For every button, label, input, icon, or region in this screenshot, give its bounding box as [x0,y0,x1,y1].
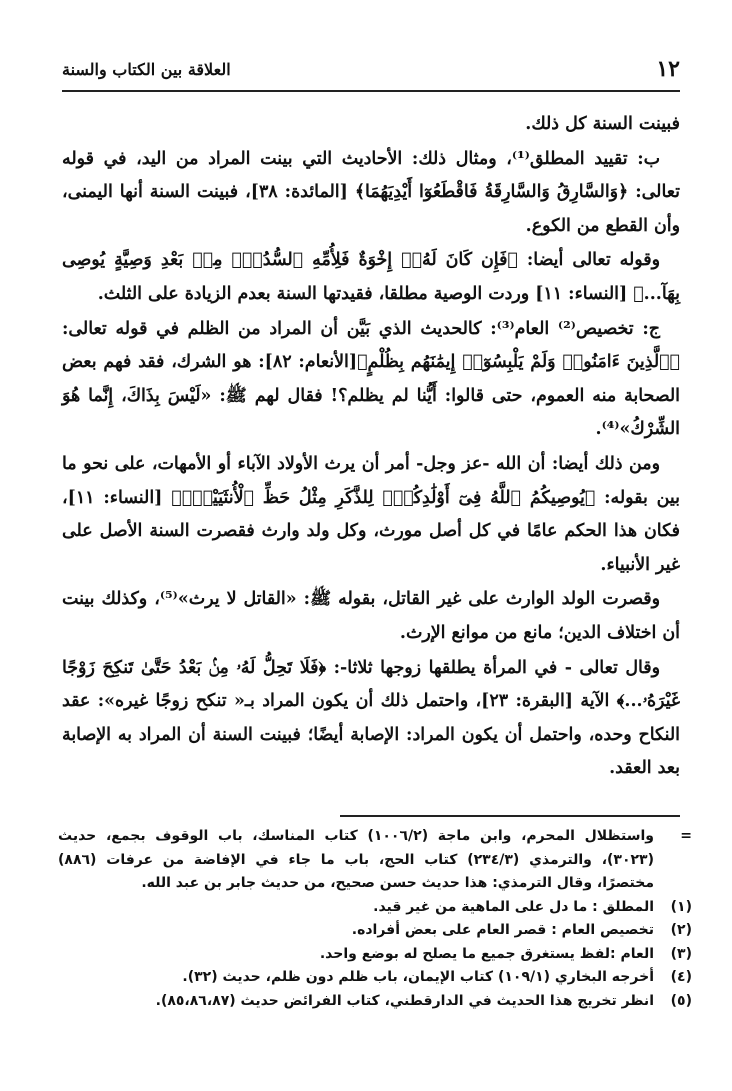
footnote [58,825,692,896]
paragraph: ومن ذلك أيضا: أن الله -عز وجل- أمر أن يرث الأولاد الآباء أو الأمهات، على نحو ما بين بقوله: ﴿يُوصِيكُمُ ٱللَّهُ فِىٓ أَوْلَٰدِكُمْۖ لِلذَّكَرِ مِثْلُ حَظِّ ٱلْأُنثَيَيْنِۚ﴾ [النساء: ١١]، فكان هذا الحكم عامًا في كل أصل مورث، وكل ولد وارث فقصرت السنة الأصل على غير الأنبياء. [62,453,680,575]
paragraph: وقصرت الولد الوارث على غير القاتل، بقوله ﷺ: «القاتل لا يرث»⁽⁵⁾، وكذلك بينت أن اختلاف الدين؛ مانع من موانع الإرث. [62,589,680,643]
footnote [58,990,692,1014]
footnote-text: العام :لفظ يستغرق جميع ما يصلح له بوضع واحد. [319,945,654,962]
footnote-marker: (٥) [670,992,692,1009]
footnote-text: انظر تخريج هذا الحديث في الدارقطني، كتاب الفرائض حديث (٨٥،٨٦،٨٧). [155,992,654,1009]
footnote-marker: (٢) [670,922,692,938]
footnote-text: واستظلال المحرم، وابن ماجة (١٠٠٦/٢) كتاب المناسك، باب الوقوف بجمع، حديث (٣٠٢٣)، والترمذي (٢٣٤/٣) كتاب الحج، باب ما جاء في الإفاضة من عرفات (٨٨٦) مختصرًا، وقال الترمذي: هذا حديث حسن صحيح، من حديث جابر بن عبد الله. [58,828,654,891]
footnote-text: تخصيص العام : قصر العام على بعض أفراده. [351,922,654,938]
footnotes [58,825,692,1013]
footnote-marker: = [680,828,692,844]
paragraph: وقال تعالى - في المرأة يطلقها زوجها ثلاثا-: ﴿فَلَا تَحِلُّ لَهُۥ مِنۢ بَعْدُ حَتَّىٰ تَنكِحَ زَوْجًا غَيْرَهُۥ...﴾ الآية [البقرة: ٢٣]، واحتمل ذلك أن يكون المراد بـ« تنكح زوجًا غيره»: عقد النكاح وحده، واحتمل أن يكون المراد: الإصابة أيضًا؛ فبينت السنة أن المراد به الإصابة بعد العقد. [62,657,680,779]
main-text [62,108,680,787]
paragraph: ب: تقييد المطلق⁽¹⁾، ومثال ذلك: الأحاديث التي بينت المراد من اليد، في قوله تعالى: ﴿وَالسَّارِقُ وَالسَّارِقَةُ فَاقْطَعُوٓا أَيْدِيَهُمَا﴾ [المائدة: ٣٨]، فبينت السنة أنها اليمنى، وأن القطع من الكوع. [62,148,680,236]
footnote [58,943,692,967]
page-number: ١٢ [656,56,680,82]
footnote-text: المطلق : ما دل على الماهية من غير قيد. [373,898,654,915]
footnote-marker: (٤) [670,969,692,985]
footnote-divider [340,815,680,817]
paragraph: فبينت السنة كل ذلك. [525,114,680,134]
footnote-marker: (٣) [670,945,692,962]
footnote [58,896,692,920]
footnote-marker: (١) [670,898,692,915]
page-header [62,52,680,86]
footnote [58,966,692,990]
footnote [58,919,692,943]
footnote-text: أخرجه البخاري (١٠٩/١) كتاب الإيمان، باب ظلم دون ظلم، حديث (٣٢). [182,969,654,985]
paragraph: ج: تخصيص⁽²⁾ العام⁽³⁾: كالحديث الذي بَيَّن أن المراد من الظلم في قوله تعالى: ﴿ٱلَّذِينَ ءَامَنُوا۟ وَلَمْ يَلْبِسُوٓا۟ إِيمَٰنَهُم بِظُلْمٍ﴾[الأنعام: ٨٢]: هو الشرك، فقد فهم بعض الصحابة منه العموم، حتى قالوا: أَيُّنا لم يظلم؟! فقال لهم ﷺ: «لَيْسَ بِذَاكَ، إِنَّما هُوَ الشِّرْكُ»⁽⁴⁾. [62,318,680,440]
running-title: العلاقة بين الكتاب والسنة [62,60,231,79]
paragraph: وقوله تعالى أيضا: ﴿فَإِن كَانَ لَهُۥٓ إِخْوَةٌ فَلِأُمِّهِ ٱلسُّدُسُۚ مِنۢ بَعْدِ وَصِيَّةٍ يُوصِى بِهَآ...﴾ [النساء: ١١] وردت الوصية مطلقا، فقيدتها السنة بعدم الزيادة على الثلث. [62,250,680,304]
header-divider [62,90,680,92]
